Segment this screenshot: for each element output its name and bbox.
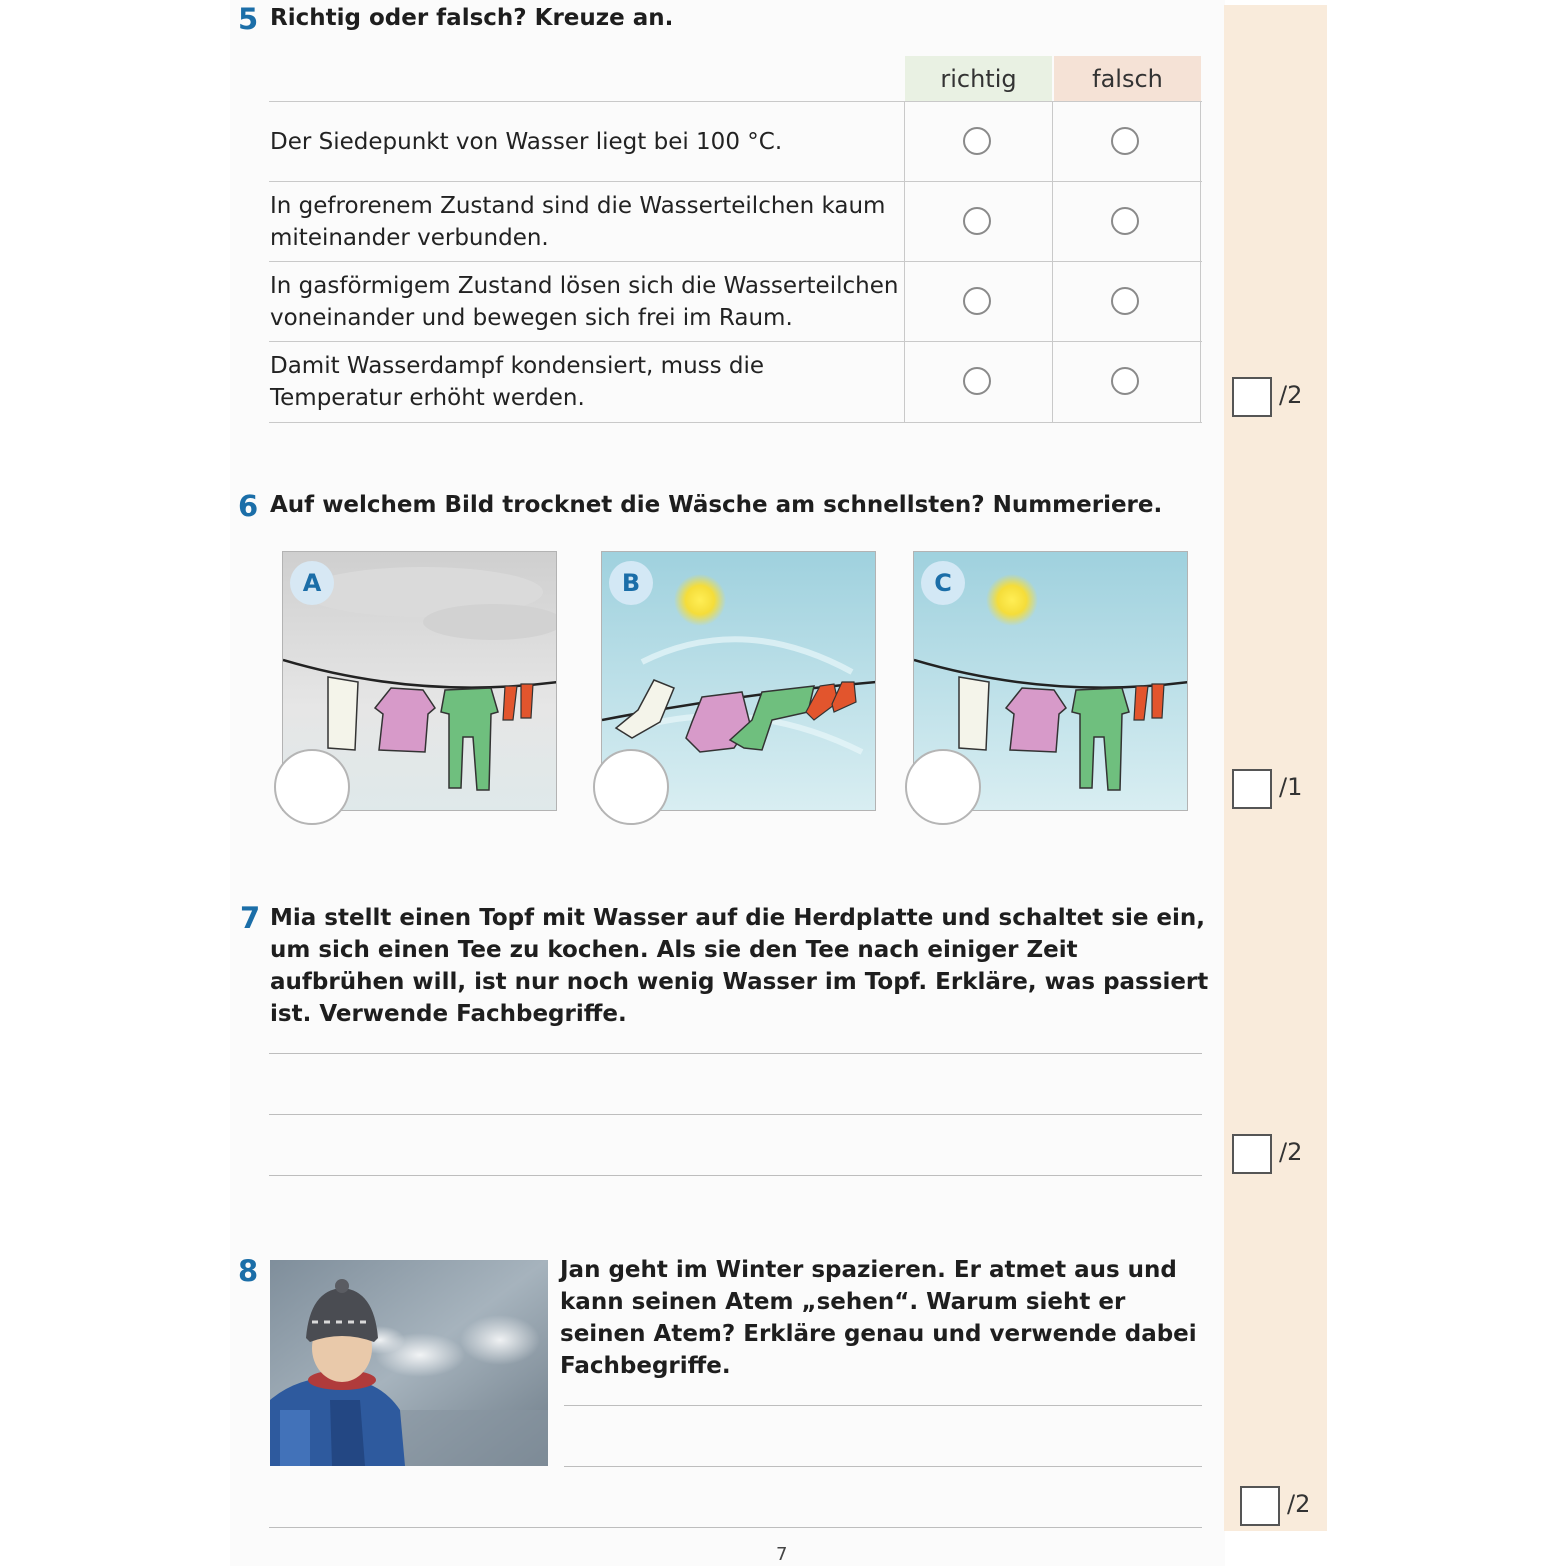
answer-line[interactable] [269,1175,1202,1176]
picture-label: A [290,561,334,605]
statement-text: Der Siedepunkt von Wasser liegt bei 100 °C. [270,129,783,155]
radio-richtig[interactable] [963,287,991,315]
picture-label: B [609,561,653,605]
task-5-prompt: Richtig oder falsch? Kreuze an. [270,5,674,31]
task-6-number: 6 [238,489,259,523]
task-7-number: 7 [240,901,261,935]
max-points: /1 [1279,773,1303,801]
task-8-number: 8 [238,1254,259,1288]
task-8-prompt: Jan geht im Winter spazieren. Er atmet aus und kann seinen Atem „sehen“. Warum sieht er seinen Atem? Erkläre genau und verwende dabei Fachbegriffe. [560,1257,1197,1379]
table-row [269,181,1202,262]
answer-circle-b[interactable] [593,749,669,825]
photo-boy-winter-breath [270,1260,548,1466]
boy-in-winter-photo [270,1260,548,1466]
answer-circle-c[interactable] [905,749,981,825]
column-header-richtig: richtig [905,56,1052,101]
answer-line[interactable] [269,1114,1202,1115]
statement-text: In gasförmigem Zustand lösen sich die Wasserteilchen voneinander und bewegen sich frei im Raum. [270,273,899,331]
max-points: /2 [1279,381,1303,409]
task-6-prompt: Auf welchem Bild trocknet die Wäsche am schnellsten? Nummeriere. [270,492,1163,518]
score-input-box[interactable] [1240,1486,1280,1526]
statement-text: In gefrorenem Zustand sind die Wasserteilchen kaum miteinander verbunden. [270,193,886,251]
radio-richtig[interactable] [963,127,991,155]
answer-line[interactable] [564,1405,1202,1406]
radio-falsch[interactable] [1111,127,1139,155]
table-row [269,101,1202,182]
answer-line[interactable] [564,1466,1202,1467]
score-input-box[interactable] [1232,1134,1272,1174]
radio-falsch[interactable] [1111,207,1139,235]
task-5-number: 5 [238,2,259,36]
score-column [1224,5,1327,1531]
picture-label: C [921,561,965,605]
radio-falsch[interactable] [1111,287,1139,315]
page-number: 7 [776,1544,788,1565]
task-7-prompt: Mia stellt einen Topf mit Wasser auf die Herdplatte und schaltet sie ein, um sich einen Tee zu kochen. Als sie den Tee nach einiger Zeit aufbrühen will, ist nur noch wenig Wasser im Topf. Erkläre, was passiert ist. Verwende Fachbegriffe. [270,905,1209,1027]
radio-falsch[interactable] [1111,367,1139,395]
answer-line[interactable] [269,1053,1202,1054]
score-input-box[interactable] [1232,377,1272,417]
answer-circle-a[interactable] [274,749,350,825]
radio-richtig[interactable] [963,207,991,235]
max-points: /2 [1287,1490,1311,1518]
answer-line[interactable] [269,1527,1202,1528]
radio-richtig[interactable] [963,367,991,395]
column-header-falsch: falsch [1054,56,1201,101]
table-row [269,261,1202,342]
table-row [269,341,1202,423]
max-points: /2 [1279,1138,1303,1166]
score-input-box[interactable] [1232,769,1272,809]
statement-text: Damit Wasserdampf kondensiert, muss die Temperatur erhöht werden. [270,353,765,411]
